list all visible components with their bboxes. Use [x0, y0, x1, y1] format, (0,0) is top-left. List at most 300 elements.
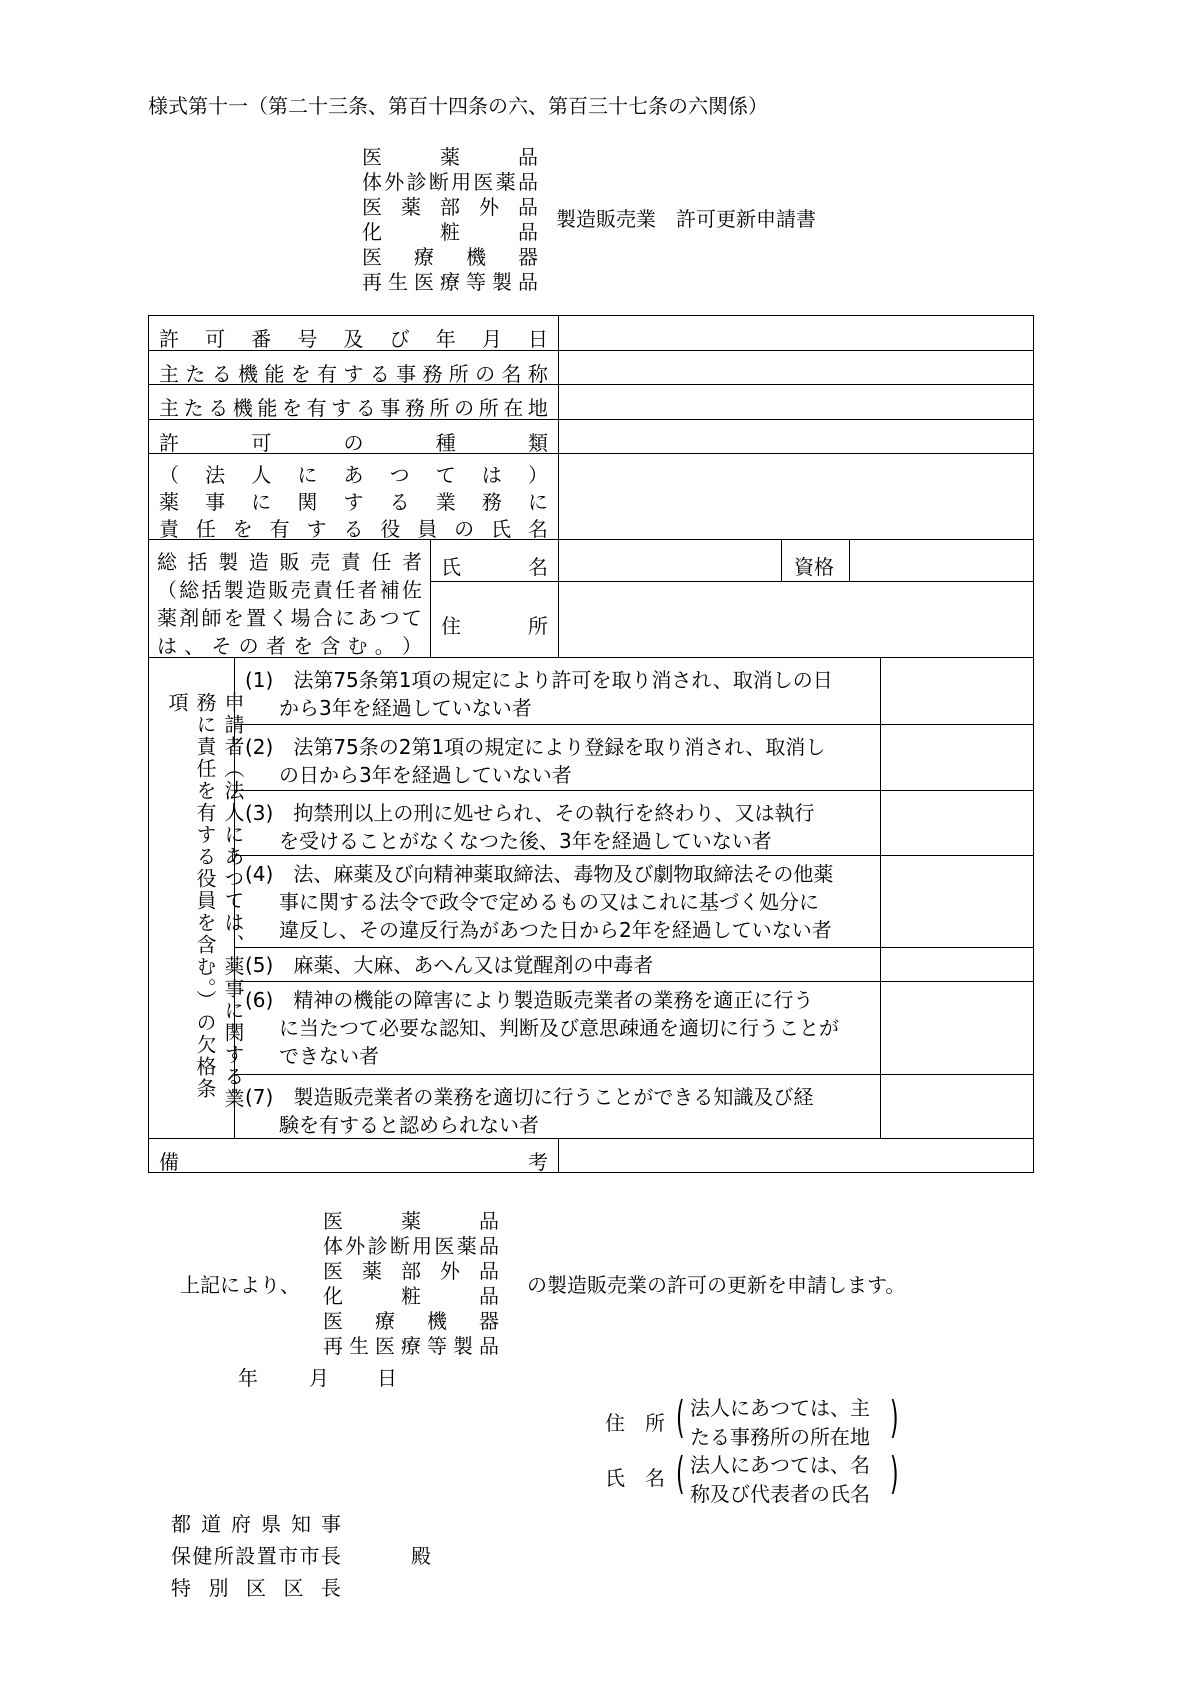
declaration-product-type-list [323, 1209, 499, 1359]
char: 月 [481, 327, 502, 351]
office-address-field[interactable] [558, 384, 1034, 420]
char: 氏 [441, 555, 461, 579]
char: 生 [388, 270, 408, 294]
char: 剤 [179, 606, 200, 630]
date-day: 日 [377, 1366, 397, 1390]
char: 品 [517, 170, 538, 194]
disqualification-label: 申請者（法人にあつては、薬事に関する業務に責任を有する役員を含む。）の欠格条項 [165, 692, 245, 1110]
char: 生 [349, 1334, 369, 1358]
product-type [323, 1234, 499, 1259]
condition-row [234, 947, 881, 982]
char: 薬 [157, 606, 177, 630]
char: 品 [479, 1284, 499, 1308]
char: 名 [501, 362, 522, 386]
char: 住 [441, 614, 461, 638]
char: 番 [251, 327, 272, 351]
condition-text: 事に関する法令で政令で定めるもの又はこれに基づく処分に [279, 890, 819, 914]
char: 診 [406, 170, 427, 194]
condition-4-field[interactable] [880, 855, 1034, 948]
applicant-address-label: 住 所 [605, 1411, 665, 1435]
char: 粧 [401, 1284, 421, 1308]
honorific: 殿 [411, 1544, 431, 1568]
supervisor-name-label-cell [430, 539, 559, 582]
char: 有 [317, 362, 338, 386]
char: 薬 [401, 195, 421, 219]
supervisor-address-field[interactable] [558, 581, 1034, 658]
condition-text: を受けることがなくなつた後、3年を経過していない者 [279, 829, 772, 853]
char: 都 [171, 1512, 191, 1536]
char: 在 [503, 396, 524, 420]
name-note-line: 法人にあつては、名 [690, 1453, 870, 1477]
char: 薬 [159, 490, 179, 514]
char: 再 [362, 270, 382, 294]
char: を [232, 517, 253, 541]
remarks-label-left: 備 [159, 1150, 179, 1174]
char: 機 [427, 1309, 447, 1333]
office-name-label [159, 358, 548, 387]
product-type [323, 1334, 499, 1359]
char: 及 [343, 327, 364, 351]
char: 総 [179, 578, 200, 602]
condition-text: に当たつて必要な認知、判断及び意思疎通を適切に行うことが [279, 1016, 839, 1040]
char: 許 [159, 327, 179, 351]
char: 体 [323, 1234, 343, 1258]
char: 療 [414, 245, 434, 269]
char: す [343, 490, 364, 514]
char: む [347, 634, 368, 658]
char: 長 [321, 1576, 341, 1600]
char: 化 [362, 220, 382, 244]
char: 品 [479, 1209, 499, 1233]
license-type-label-cell [148, 419, 559, 454]
char: 品 [478, 1234, 499, 1258]
product-type [362, 245, 538, 270]
char: ） [528, 463, 548, 487]
char: 府 [231, 1512, 251, 1536]
char: 医 [323, 1309, 343, 1333]
char: 市 [278, 1544, 299, 1568]
char: 佐 [401, 578, 422, 602]
char: 。 [374, 634, 395, 658]
condition-text: (1) 法第75条第1項の規定により許可を取り消され、取消しの日 [245, 668, 833, 692]
char: 者 [265, 634, 286, 658]
char: 医 [323, 1209, 343, 1233]
char: （ [159, 463, 179, 487]
char: 員 [417, 517, 438, 541]
char: 所 [213, 1544, 234, 1568]
char: 任 [195, 517, 216, 541]
officers-label-cell [148, 453, 559, 540]
remarks-field[interactable] [558, 1138, 1034, 1173]
char: 療 [440, 270, 460, 294]
char: 市 [299, 1544, 320, 1568]
license-type-label [159, 427, 548, 456]
name-note-line: 称及び代表者の氏名 [690, 1482, 870, 1506]
char: く [268, 606, 289, 630]
supervisor-name-label [441, 551, 548, 580]
char: 器 [518, 245, 538, 269]
condition-text: (7) 製造販売業者の業務を適切に行うことができる知識及び経 [245, 1085, 814, 1109]
remarks-label-cell [148, 1138, 559, 1173]
license-number-label [159, 323, 548, 352]
char: 責 [312, 578, 333, 602]
product-type [362, 270, 538, 295]
product-type [362, 220, 538, 245]
char: 所 [448, 362, 469, 386]
condition-text: (4) 法、麻薬及び向精神薬取締法、毒物及び劇物取締法その他薬 [245, 862, 834, 886]
date-month: 月 [309, 1366, 329, 1390]
char: 品 [518, 145, 538, 169]
char: 名 [527, 517, 548, 541]
condition-row [234, 981, 881, 1075]
supervisor-label-cell [148, 539, 431, 658]
condition-6-field[interactable] [880, 981, 1034, 1075]
char: 場 [290, 606, 311, 630]
condition-text: (6) 精神の機能の障害により製造販売業者の業務を適正に行う [245, 988, 814, 1012]
char: を [293, 634, 314, 658]
char: 所 [429, 396, 450, 420]
supervisor-label-line [157, 602, 422, 631]
supervisor-address-label-cell [430, 581, 559, 658]
char: 責 [340, 550, 361, 574]
char: 体 [362, 170, 382, 194]
char: 外 [345, 1234, 366, 1258]
char: 主 [159, 362, 179, 386]
char: 薬 [440, 145, 460, 169]
char: 等 [466, 270, 486, 294]
char: あ [357, 606, 378, 630]
char: 置 [256, 1544, 277, 1568]
char: 区 [246, 1576, 266, 1600]
char: 類 [528, 431, 548, 455]
char: 特 [171, 1576, 191, 1600]
char: 任 [335, 578, 356, 602]
addressee-governor [171, 1514, 341, 1534]
char: 機 [466, 245, 486, 269]
char: 品 [479, 1334, 499, 1358]
char: 品 [518, 195, 538, 219]
char: 法 [205, 463, 226, 487]
char: 再 [323, 1334, 343, 1358]
char: 医 [414, 270, 434, 294]
condition-text: 違反し、その違反行為があつた日から2年を経過していない者 [279, 918, 832, 942]
char: を [290, 362, 311, 386]
condition-text: から3年を経過していない者 [279, 696, 532, 720]
char: 関 [297, 490, 318, 514]
date-year: 年 [238, 1366, 258, 1390]
char: の [454, 517, 475, 541]
char: 販 [268, 578, 289, 602]
condition-row [234, 1074, 881, 1139]
char: 日 [528, 327, 548, 351]
char: 化 [323, 1284, 343, 1308]
char: 療 [401, 1334, 421, 1358]
document-title: 製造販売業 許可更新申請書 [556, 207, 816, 231]
char: 、 [184, 634, 205, 658]
addressee-ward-mayor [171, 1578, 341, 1598]
char: 年 [435, 327, 456, 351]
char: 医 [473, 170, 494, 194]
char: 有 [269, 517, 290, 541]
char: 薬 [495, 170, 516, 194]
char: 務 [404, 396, 425, 420]
char: 総 [157, 550, 177, 574]
supervisor-address-label [441, 610, 548, 639]
char: 製 [453, 1334, 473, 1358]
product-type [323, 1309, 499, 1334]
char: 品 [518, 270, 538, 294]
char: 外 [384, 170, 405, 194]
form-number: 様式第十一（第二十三条、第百十四条の六、第百三十七条の六関係） [148, 94, 768, 118]
qualification-label-cell [781, 539, 850, 582]
char: 合 [312, 606, 333, 630]
char: 可 [205, 327, 226, 351]
officers-label-line [159, 459, 548, 488]
char: 人 [251, 463, 272, 487]
char: 医 [434, 1234, 455, 1258]
office-name-field[interactable] [558, 350, 1034, 385]
char: 者 [402, 550, 422, 574]
char: 事 [380, 396, 401, 420]
address-note-line: たる事務所の所在地 [690, 1425, 870, 1449]
char: る [211, 362, 232, 386]
condition-1-field[interactable] [880, 657, 1034, 725]
char: を [281, 396, 302, 420]
char: 有 [306, 396, 327, 420]
char: 断 [389, 1234, 410, 1258]
char: す [343, 362, 364, 386]
address-note-line: 法人にあつては、主 [690, 1396, 870, 1420]
condition-text: (3) 拘禁刑以上の刑に処せられ、その執行を終わり、又は執行 [245, 801, 815, 825]
char: る [343, 517, 364, 541]
char: 等 [427, 1334, 447, 1358]
condition-text: の日から3年を経過していない者 [279, 763, 572, 787]
char: 補 [379, 578, 400, 602]
supervisor-name-field[interactable] [558, 539, 782, 582]
char: 事 [396, 362, 417, 386]
char: 外 [440, 1259, 460, 1283]
char: す [331, 396, 352, 420]
char: る [355, 396, 376, 420]
char: 事 [205, 490, 226, 514]
officers-field[interactable] [558, 453, 1034, 540]
declaration-suffix: の製造販売業の許可の更新を申請します。 [527, 1273, 906, 1297]
char: 長 [320, 1544, 341, 1568]
addressee-city-mayor [171, 1546, 341, 1566]
license-number-field[interactable] [558, 315, 1034, 351]
char: 売 [310, 550, 331, 574]
char: つ [389, 463, 410, 487]
char: 可 [251, 431, 272, 455]
officers-label-line [159, 486, 548, 515]
product-type [362, 145, 538, 170]
char: 用 [451, 170, 472, 194]
char: 造 [248, 550, 269, 574]
office-address-label-cell [148, 384, 559, 420]
char: に [528, 490, 548, 514]
char: 務 [422, 362, 443, 386]
char: 売 [290, 578, 311, 602]
bracket-open: ( [676, 1448, 685, 1499]
office-address-label [159, 392, 548, 421]
condition-text: (5) 麻薬、大麻、あへん又は覚醒剤の中毒者 [245, 953, 654, 977]
char: 製 [223, 578, 244, 602]
char: た [185, 362, 206, 386]
char: 医 [362, 245, 382, 269]
char: 部 [440, 195, 460, 219]
char: 許 [159, 431, 179, 455]
char: 能 [257, 396, 278, 420]
char: 粧 [440, 220, 460, 244]
char: 器 [479, 1309, 499, 1333]
char: 括 [187, 550, 208, 574]
char: る [208, 396, 229, 420]
char: の [454, 396, 475, 420]
char: に [297, 463, 318, 487]
qualification-label: 資格 [794, 555, 834, 579]
char: 造 [246, 578, 267, 602]
char: 氏 [491, 517, 512, 541]
condition-text: できない者 [279, 1044, 379, 1068]
char: 地 [527, 396, 548, 420]
product-type [323, 1284, 499, 1309]
char: 薬 [456, 1234, 477, 1258]
char: 品 [518, 220, 538, 244]
char: あ [343, 463, 364, 487]
char: 責 [159, 517, 179, 541]
char: 外 [479, 195, 499, 219]
char: 診 [367, 1234, 388, 1258]
condition-3-field[interactable] [880, 790, 1034, 856]
char: 者 [357, 578, 378, 602]
condition-row [234, 855, 881, 948]
char: 薬 [362, 1259, 382, 1283]
char: 含 [320, 634, 341, 658]
applicant-name-label: 氏 名 [605, 1466, 665, 1490]
char: 療 [375, 1309, 395, 1333]
char: 区 [283, 1576, 304, 1600]
condition-row [234, 657, 881, 725]
char: 所 [528, 614, 548, 638]
char: 県 [261, 1512, 281, 1536]
condition-2-field[interactable] [880, 724, 1034, 791]
product-type [323, 1209, 499, 1234]
char: の [475, 362, 496, 386]
char: 置 [246, 606, 267, 630]
product-type-list [362, 145, 538, 295]
char: 所 [478, 396, 499, 420]
char: 任 [371, 550, 392, 574]
char: 知 [291, 1512, 311, 1536]
char: 製 [492, 270, 512, 294]
char: す [306, 517, 327, 541]
char: 薬 [401, 1209, 421, 1233]
char: た [183, 396, 204, 420]
char: 販 [279, 550, 300, 574]
license-number-label-cell [148, 315, 559, 351]
char: 事 [321, 1512, 341, 1536]
condition-text: 験を有すると認められない者 [279, 1113, 539, 1137]
condition-row [234, 790, 881, 856]
char: の [238, 634, 259, 658]
char: 師 [201, 606, 222, 630]
char: 機 [238, 362, 259, 386]
char: 種 [435, 431, 456, 455]
char: は [481, 463, 502, 487]
char: 保 [171, 1544, 191, 1568]
char: 名 [528, 555, 548, 579]
office-name-label-cell [148, 350, 559, 385]
char: 用 [412, 1234, 433, 1258]
char: 主 [159, 396, 179, 420]
char: ） [401, 634, 422, 658]
char: 部 [401, 1259, 421, 1283]
condition-row [234, 724, 881, 791]
char: る [389, 490, 410, 514]
condition-5-field[interactable] [880, 947, 1034, 982]
char: 医 [362, 195, 382, 219]
char: （ [157, 578, 177, 602]
char: に [335, 606, 356, 630]
char: 号 [297, 327, 318, 351]
declaration-prefix: 上記により、 [180, 1273, 300, 1297]
char: に [251, 490, 272, 514]
char: 医 [362, 145, 382, 169]
supervisor-label-line [157, 574, 422, 603]
char: 断 [428, 170, 449, 194]
char: 能 [264, 362, 285, 386]
condition-7-field[interactable] [880, 1074, 1034, 1139]
condition-text: (2) 法第75条の2第1項の規定により登録を取り消され、取消し [245, 735, 826, 759]
char: 健 [192, 1544, 213, 1568]
char: 品 [479, 1259, 499, 1283]
char: て [435, 463, 456, 487]
char: 務 [481, 490, 502, 514]
char: び [389, 327, 410, 351]
char: 製 [218, 550, 239, 574]
char: 医 [323, 1259, 343, 1283]
char: 役 [380, 517, 401, 541]
char: 道 [201, 1512, 221, 1536]
product-type [362, 195, 538, 220]
char: 設 [235, 1544, 256, 1568]
product-type [362, 170, 538, 195]
officers-label-line [159, 513, 548, 542]
char: 医 [375, 1334, 395, 1358]
license-type-field[interactable] [558, 419, 1034, 454]
char: 括 [201, 578, 222, 602]
char: 業 [435, 490, 456, 514]
bracket-open: ( [676, 1392, 685, 1443]
disqualification-label-cell [148, 657, 245, 1139]
product-type [323, 1259, 499, 1284]
remarks-label-right: 考 [528, 1150, 548, 1174]
bracket-close: ) [890, 1448, 899, 1499]
supervisor-label-line [157, 546, 422, 575]
char: そ [211, 634, 232, 658]
char: て [401, 606, 422, 630]
char: 機 [232, 396, 253, 420]
char: 別 [208, 1576, 229, 1600]
supervisor-label-line [157, 630, 422, 659]
qualification-field[interactable] [849, 539, 1034, 582]
char: は [157, 634, 177, 658]
char: の [343, 431, 364, 455]
bracket-close: ) [890, 1392, 899, 1443]
char: つ [379, 606, 400, 630]
char: る [369, 362, 390, 386]
char: を [223, 606, 244, 630]
